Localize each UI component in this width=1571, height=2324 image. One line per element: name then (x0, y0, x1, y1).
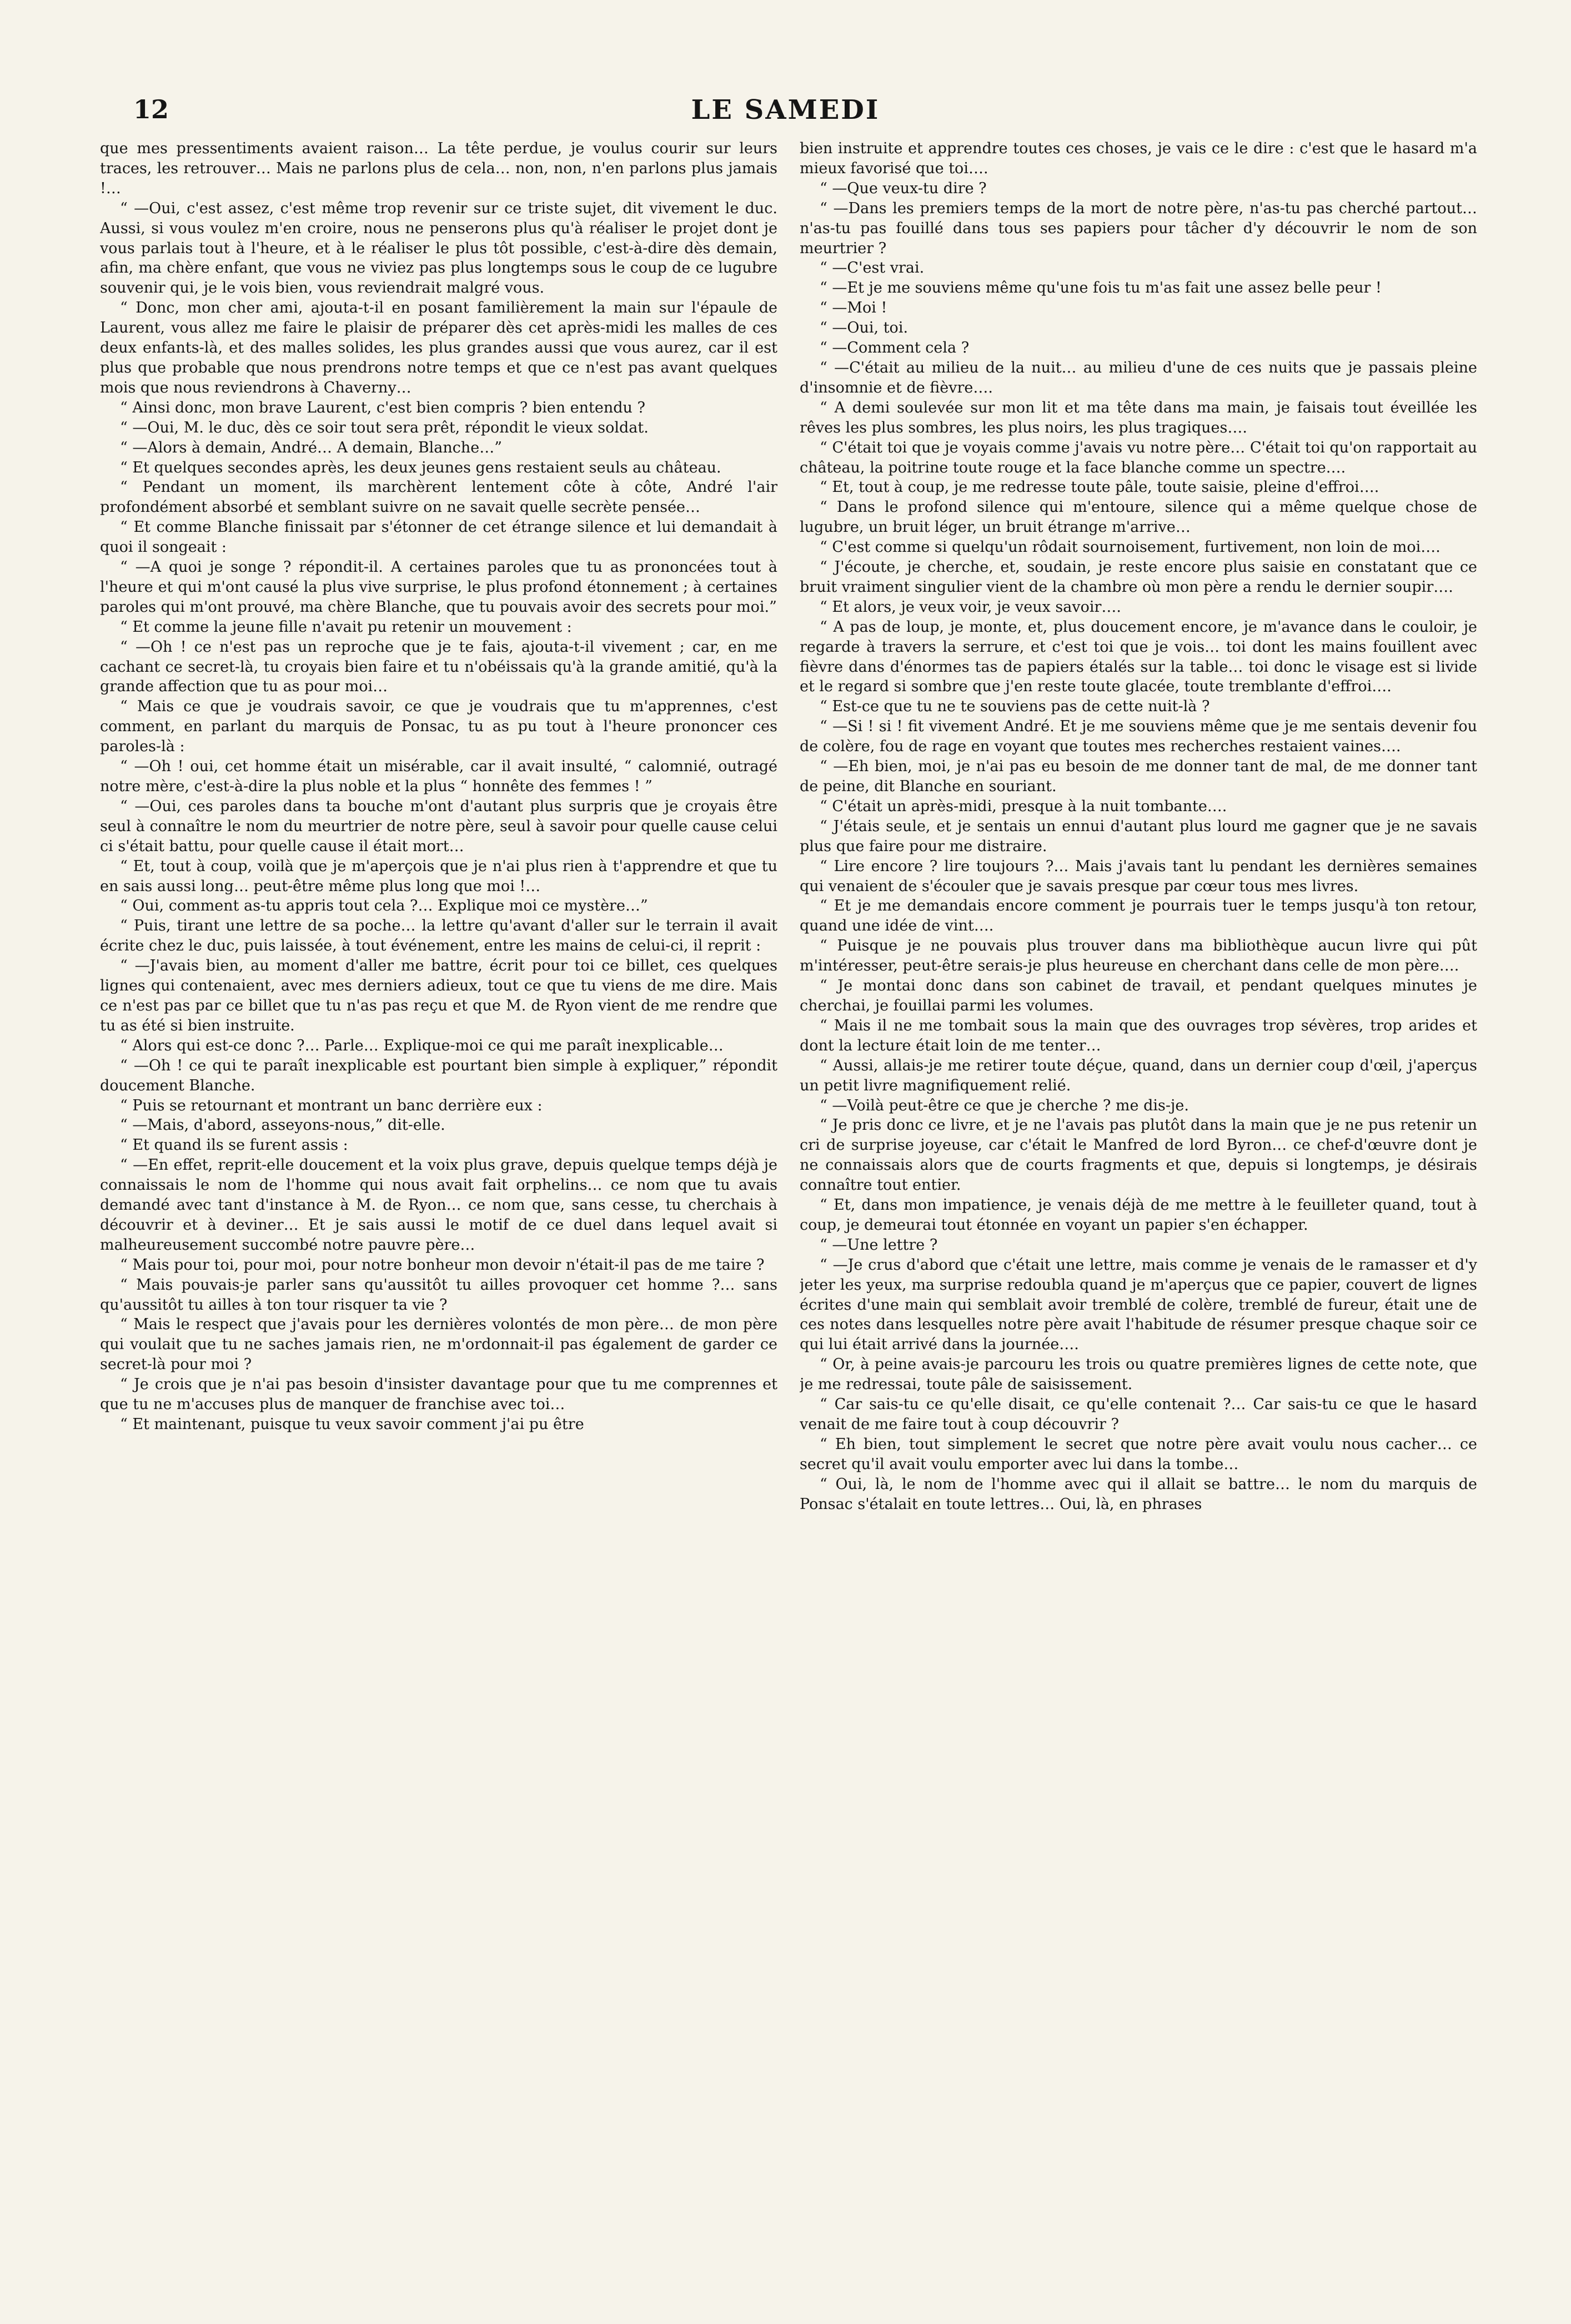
paragraph: “ —Mais, d'abord, asseyons-nous,” dit-elle. (120, 1116, 445, 1134)
running-head (106, 94, 1465, 133)
paragraph: “ —Dans les premiers temps de la mort de notre père, n'as-tu pas cherché partout… n'as-tu pas fouillé dans tous ses papiers pour tâcher d'y découvrir le nom de son meurtrier ? (800, 199, 1477, 257)
paragraph: “ Car sais-tu ce qu'elle disait, ce qu'elle contenait ?… Car sais-tu ce que le hasard venait de me faire tout à coup découvrir ? (800, 1396, 1477, 1433)
paragraph: “ Alors qui est-ce donc ?… Parle… Explique-moi ce qui me paraît inexplicable… (120, 1037, 724, 1054)
paragraph: “ Mais pouvais-je parler sans qu'aussitôt tu ailles provoquer cet homme ?… sans qu'aussitôt tu ailles à ton tour risquer ta vie ? (100, 1276, 777, 1314)
paragraph: “ Et maintenant, puisque tu veux savoir comment j'ai pu être (120, 1416, 584, 1433)
paragraph: “ Puis, tirant une lettre de sa poche… la lettre qu'avant d'aller sur le terrain il avait écrite chez le duc, puis laissée, à tout événement, entre les mains de celui-ci, il reprit : (100, 917, 777, 955)
paragraph: “ Lire encore ? lire toujours ?… Mais j'avais tant lu pendant les dernières semaines qui venaient de s'écouler que je savais presque par cœur tous mes livres. (800, 857, 1477, 895)
paragraph: “ —Je crus d'abord que c'était une lettre, mais comme je venais de le ramasser et d'y jeter les yeux, ma surprise redoubla quand je m'aperçus que ce papier, couvert de lignes écrites d'une main qui semblait avoir tremblé de colère, tremblé de fureur, était une de ces notes dans lesquelles notre père avait l'habitude de résumer presque chaque soir ce qui lui était arrivé dans la journée…. (800, 1256, 1477, 1354)
paragraph: “ —Oui, toi. (820, 319, 909, 337)
paragraph: “ Donc, mon cher ami, ajouta-t-il en posant familièrement la main sur l'épaule de Laurent, vous allez me faire le plaisir de préparer dès cet après-midi les malles de ces deux enfants-là, et des malles solides, les plus grandes aussi que vous aurez, car il est plus que probable que nous prendrons notre temps et que ce n'est pas avant quelques mois que nous reviendrons à Chaverny… (100, 299, 777, 396)
journal-title: LE SAMEDI (691, 94, 880, 125)
paragraph: “ Dans le profond silence qui m'entoure, silence qui a même quelque chose de lugubre, un bruit léger, un bruit étrange m'arrive… (800, 499, 1477, 536)
paragraph: “ —Oh ! oui, cet homme était un misérable, car il avait insulté, “ calomnié, outragé notre mère, c'est-à-dire la plus noble et la plus “ honnête des femmes ! ” (100, 758, 777, 795)
paragraph: “ Je pris donc ce livre, et je ne l'avais pas plutôt dans la main que je ne pus retenir un cri de surprise joyeuse, car c'était le Manfred de lord Byron… ce chef-d'œuvre dont je ne connaissais alors que de courts fragments et que, depuis si longtemps, je désirais connaître tout entier. (800, 1116, 1477, 1194)
paragraph: “ Mais il ne me tombait sous la main que des ouvrages trop sévères, trop arides et dont la lecture était loin de me tenter… (800, 1017, 1477, 1054)
paragraph: “ J'étais seule, et je sentais un ennui d'autant plus lourd me gagner que je ne savais plus que faire pour me distraire. (800, 817, 1477, 855)
paragraph: “ —Moi ! (820, 299, 887, 317)
paragraph: “ A demi soulevée sur mon lit et ma tête dans ma main, je faisais tout éveillée les rêves les plus sombres, les plus noirs, les plus tragiques…. (800, 399, 1477, 436)
right-column (800, 139, 1477, 2293)
paragraph: “ Oui, comment as-tu appris tout cela ?… Explique moi ce mystère…” (120, 897, 648, 915)
paragraph: “ Or, à peine avais-je parcouru les trois ou quatre premières lignes de cette note, que je me redressai, toute pâle de saisissement. (800, 1356, 1477, 1394)
paragraph: “ —Voilà peut-être ce que je cherche ? me dis-je. (820, 1096, 1189, 1114)
paragraph: “ C'était un après-midi, presque à la nuit tombante…. (820, 797, 1227, 815)
paragraph: “ Mais le respect que j'avais pour les dernières volontés de mon père… de mon père qui voulait que tu ne saches jamais rien, ne m'ordonnait-il pas également de garder ce secret-là pour moi ? (100, 1316, 777, 1374)
paragraph: “ Pendant un moment, ils marchèrent lentement côte à côte, André l'air profondément absorbé et semblant suivre on ne savait quelle secrète pensée… (100, 479, 777, 516)
paragraph: “ C'est comme si quelqu'un rôdait sournoisement, furtivement, non loin de moi…. (820, 539, 1440, 556)
paragraph: bien instruite et apprendre toutes ces choses, je vais ce le dire : c'est que le hasard m'a mieux favorisé que toi…. (800, 140, 1477, 177)
paragraph: “ Et quelques secondes après, les deux jeunes gens restaient seuls au château. (120, 459, 721, 476)
paragraph: “ —C'est vrai. (820, 259, 925, 277)
paragraph: “ Et, dans mon impatience, je venais déjà de me mettre à le feuilleter quand, tout à coup, je demeurai tout étonnée en voyant un papier s'en échapper. (800, 1196, 1477, 1234)
paragraph: “ —Alors à demain, André… A demain, Blanche…” (120, 439, 503, 456)
paragraph: “ —C'était au milieu de la nuit… au milieu d'une de ces nuits que je passais pleine d'insomnie et de fièvre…. (800, 359, 1477, 396)
paragraph: “ Aussi, allais-je me retirer toute déçue, quand, dans un dernier coup d'œil, j'aperçus un petit livre magnifiquement relié. (800, 1057, 1477, 1094)
paragraph: “ Et je me demandais encore comment je pourrais tuer le temps jusqu'à ton retour, quand une idée de vint…. (800, 897, 1477, 935)
paragraph: “ —Eh bien, moi, je n'ai pas eu besoin de me donner tant de mal, de me donner tant de peine, dit Blanche en souriant. (800, 758, 1477, 795)
paragraph: “ Je montai donc dans son cabinet de travail, et pendant quelques minutes je cherchai, je fouillai parmi les volumes. (800, 977, 1477, 1014)
paragraph: “ A pas de loup, je monte, et, plus doucement encore, je m'avance dans le couloir, je regarde à travers la serrure, et c'est toi que je vois… toi dont les mains fouillent avec fièvre dans d'énormes tas de papiers étalés sur la table… toi donc le visage est si livide et le regard si sombre que j'en reste toute glacée, toute tremblante d'effroi…. (800, 618, 1477, 696)
paragraph: “ —Une lettre ? (820, 1236, 938, 1254)
paragraph: “ —A quoi je songe ? répondit-il. A certaines paroles que tu as prononcées tout à l'heure et qui m'ont causé la plus vive surprise, le plus profond étonnement ; à certaines paroles qui m'ont prouvé, ma chère Blanche, que tu pouvais avoir des secrets pour moi.” (100, 559, 777, 616)
page-number: 12 (133, 94, 169, 124)
paragraph: “ Mais pour toi, pour moi, pour notre bonheur mon devoir n'était-il pas de me taire ? (120, 1256, 765, 1274)
paragraph: “ J'écoute, je cherche, et, soudain, je reste encore plus saisie en constatant que ce bruit vraiment singulier vient de la chambre où mon père a rendu le dernier soupir…. (800, 559, 1477, 596)
paragraph: “ Et quand ils se furent assis : (120, 1136, 348, 1154)
paragraph: “ —Que veux-tu dire ? (820, 179, 987, 197)
paragraph: “ Et comme Blanche finissait par s'étonner de cet étrange silence et lui demandait à quoi il songeait : (100, 519, 777, 556)
paragraph: “ Et, tout à coup, voilà que je m'aperçois que je n'ai plus rien à t'apprendre et que tu en sais aussi long… peut-être même plus long que moi !… (100, 857, 777, 895)
paragraph: “ Ainsi donc, mon brave Laurent, c'est bien compris ? bien entendu ? (120, 399, 646, 416)
paragraph: “ —En effet, reprit-elle doucement et la voix plus grave, depuis quelque temps déjà je connaissais le nom de l'homme qui nous avait fait orphelins… ce nom que tu avais demandé avec tant d'instance à M. de Ryon… ce nom que, sans cesse, tu cherchais à découvrir et à deviner… Et je sais aussi le motif de ce duel dans lequel avait si malheureusement succombé notre pauvre père… (100, 1156, 777, 1254)
paragraph: “ —Oui, M. le duc, dès ce soir tout sera prêt, répondit le vieux soldat. (120, 419, 649, 436)
paragraph: “ Je crois que je n'ai pas besoin d'insister davantage pour que tu me comprennes et que tu ne m'accuses plus de manquer de franchise avec toi… (100, 1376, 777, 1413)
paragraph: que mes pressentiments avaient raison… La tête perdue, je voulus courir sur leurs traces, les retrouver… Mais ne parlons plus de cela… non, non, n'en parlons plus jamais !… (100, 140, 777, 197)
paragraph: “ Puis se retournant et montrant un banc derrière eux : (120, 1096, 543, 1114)
paragraph: “ Mais ce que je voudrais savoir, ce que je voudrais que tu m'apprennes, c'est comment, en parlant du marquis de Ponsac, tu as pu tout à l'heure prononcer ces paroles-là : (100, 698, 777, 756)
paragraph: “ Et comme la jeune fille n'avait pu retenir un mouvement : (120, 618, 572, 636)
paragraph: “ —Oh ! ce n'est pas un reproche que je te fais, ajouta-t-il vivement ; car, en me cachant ce secret-là, tu croyais bien faire et tu n'obéissais qu'à la grande amitié, qu'à la grande affection que tu as pour moi… (100, 638, 777, 696)
paragraph: “ Et alors, je veux voir, je veux savoir…. (820, 598, 1122, 616)
paragraph: “ Puisque je ne pouvais plus trouver dans ma bibliothèque aucun livre qui pût m'intéresser, peut-être serais-je plus heureuse en cherchant dans celle de mon père…. (800, 937, 1477, 975)
paragraph: “ —Oh ! ce qui te paraît inexplicable est pourtant bien simple à expliquer,” répondit doucement Blanche. (100, 1057, 777, 1094)
paragraph: “ C'était toi que je voyais comme j'avais vu notre père… C'était toi qu'on rapportait au château, la poitrine toute rouge et la face blanche comme un spectre…. (800, 439, 1477, 476)
paragraph: “ —J'avais bien, au moment d'aller me battre, écrit pour toi ce billet, ces quelques lignes qui contenaient, avec mes derniers adieux, tout ce que tu viens de me dire. Mais ce n'est pas par ce billet que tu n'as pas reçu et que M. de Ryon vient de me rendre que tu as été si bien instruite. (100, 957, 777, 1034)
paragraph: “ —Et je me souviens même qu'une fois tu m'as fait une assez belle peur ! (820, 279, 1382, 297)
paragraph: “ Eh bien, tout simplement le secret que notre père avait voulu nous cacher… ce secret qu'il avait voulu emporter avec lui dans la tombe… (800, 1435, 1477, 1473)
paragraph: “ —Si ! si ! fit vivement André. Et je me souviens même que je me sentais devenir fou de colère, fou de rage en voyant que toutes mes recherches restaient vaines…. (800, 718, 1477, 756)
paragraph: “ —Comment cela ? (820, 339, 970, 357)
left-column (100, 139, 777, 2293)
paragraph: “ Est-ce que tu ne te souviens pas de cette nuit-là ? (820, 698, 1210, 716)
paragraph: “ Et, tout à coup, je me redresse toute pâle, toute saisie, pleine d'effroi…. (820, 479, 1379, 496)
paragraph: “ —Oui, ces paroles dans ta bouche m'ont d'autant plus surpris que je croyais être seul à connaître le nom du meurtrier de notre père, seul à savoir pour quelle cause celui ci s'était battu, pour quelle cause il était mort… (100, 797, 777, 855)
paragraph: “ —Oui, c'est assez, c'est même trop revenir sur ce triste sujet, dit vivement le duc. Aussi, si vous voulez m'en croire, nous ne penserons plus qu'à réaliser le projet dont je vous parlais tout à l'heure, et à le réaliser le plus tôt possible, c'est-à-dire dès demain, afin, ma chère enfant, que vous ne viviez pas plus longtemps sous le coup de ce lugubre souvenir qui, je le vois bien, vous reviendrait malgré vous. (100, 199, 777, 297)
paragraph: “ Oui, là, le nom de l'homme avec qui il allait se battre… le nom du marquis de Ponsac s'étalait en toute lettres… Oui, là, en phrases (800, 1475, 1477, 1513)
